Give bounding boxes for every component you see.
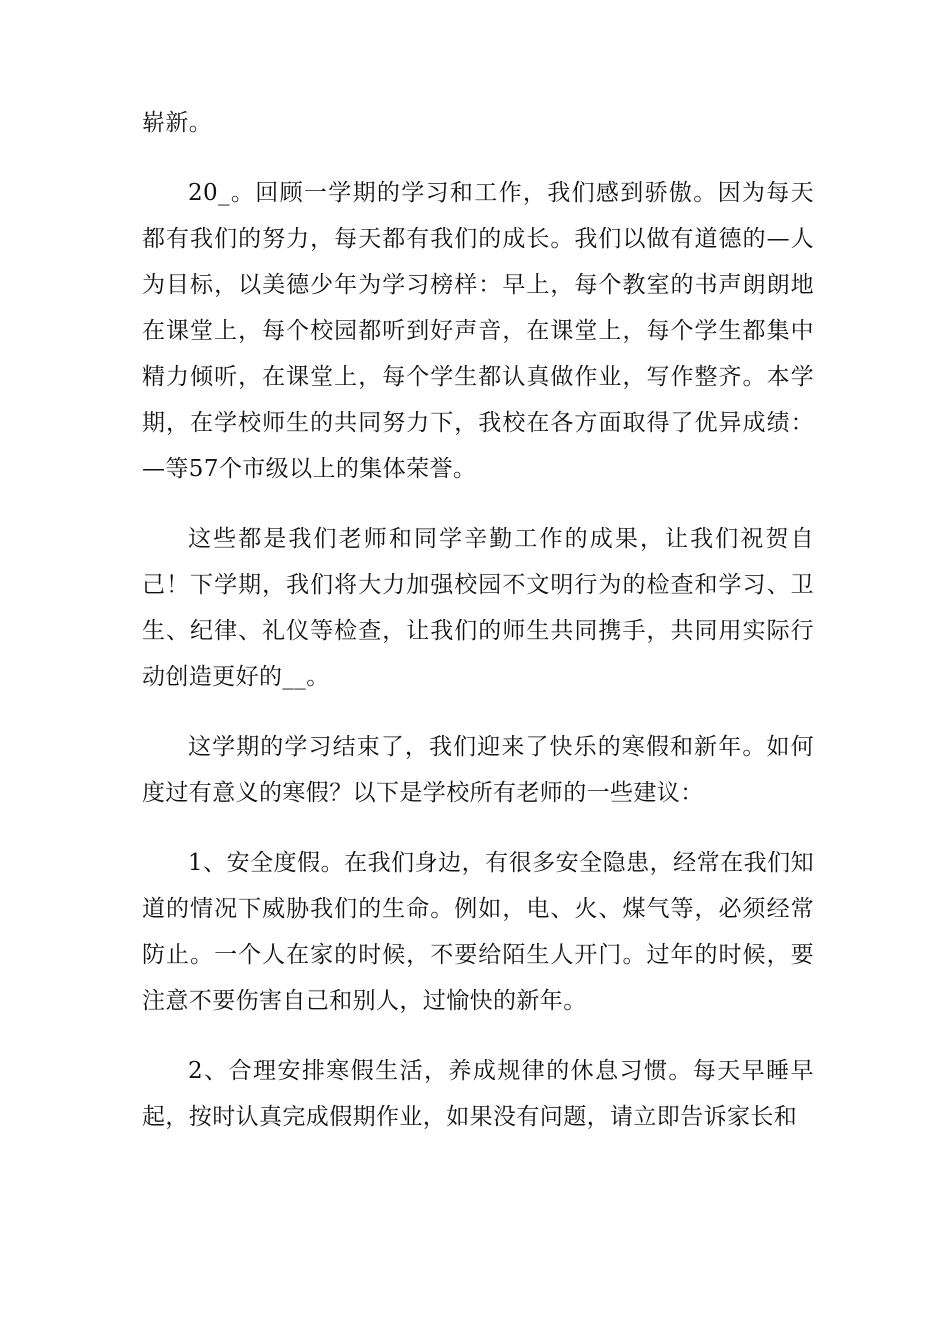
paragraph-semester-review: 20_。回顾一学期的学习和工作，我们感到骄傲。因为每天都有我们的努力，每天都有我们的成长。我们以做有道德的—人为目标，以美德少年为学习榜样：早上，每个教室的书声朗朗地在课堂上，每个校园都听到好声音，在课堂上，每个学生都集中精力倾听，在课堂上，每个学生都认真做作业，写作整齐。本学期，在学校师生的共同努力下，我校在各方面取得了优异成绩：—等57个市级以上的集体荣誉。: [142, 180, 814, 482]
paragraph-achievements: 这些都是我们老师和同学辛勤工作的成果，让我们祝贺自己！下学期，我们将大力加强校园不文明行为的检查和学习、卫生、纪律、礼仪等检查，让我们的师生共同携手，共同用实际行动创造更好的__。: [142, 526, 814, 690]
paragraph-winter-break-intro: 这学期的学习结束了，我们迎来了快乐的寒假和新年。如何度过有意义的寒假？以下是学校所有老师的一些建议：: [142, 734, 814, 806]
paragraph-routine-advice: 2、合理安排寒假生活，养成规律的休息习惯。每天早睡早起，按时认真完成假期作业，如果没有问题，请立即告诉家长和: [142, 1058, 814, 1130]
paragraph-safety-advice: 1、安全度假。在我们身边，有很多安全隐患，经常在我们知道的情况下威胁我们的生命。例如，电、火、煤气等，必须经常防止。一个人在家的时候，不要给陌生人开门。过年的时候，要注意不要伤害自己和别人，过愉快的新年。: [142, 850, 814, 1014]
paragraph-continuation: 崭新。: [142, 110, 213, 136]
document-body: [142, 100, 814, 1164]
